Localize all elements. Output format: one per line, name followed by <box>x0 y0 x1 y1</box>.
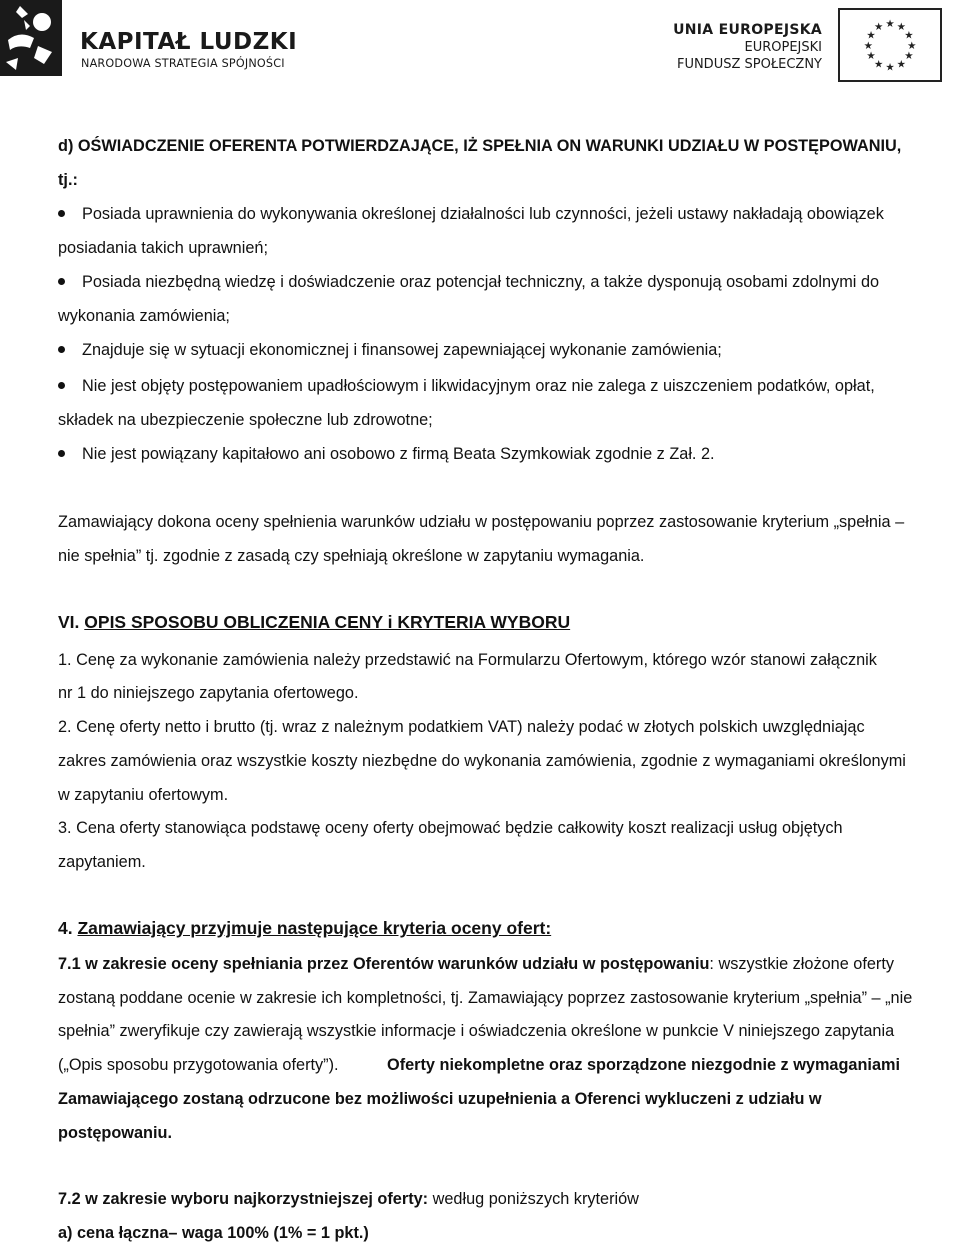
p72-text: według poniższych kryteriów <box>428 1190 639 1208</box>
vi-item1-line1: 1. Cenę za wykonanie zamówienia należy przedstawić na Formularzu Ofertowym, którego wzór stanowi załącznik <box>58 651 877 669</box>
p71-line4-bold: Oferty niekompletne oraz sporządzone niezgodnie z wymaganiami <box>387 1056 900 1074</box>
bullet-dot <box>58 382 65 389</box>
bullet-1-line1: Posiada uprawnienia do wykonywania określonej działalności lub czynności, jeżeli ustawy nakładają obowiązek <box>82 205 884 223</box>
criterion-a: a) cena łączna– waga 100% (1% = 1 pkt.) <box>58 1224 369 1242</box>
svg-text:★: ★ <box>896 58 907 71</box>
bullet-2-line2: wykonania zamówienia; <box>58 307 230 325</box>
section-4-number: 4. <box>58 918 73 938</box>
p71-line1 <box>58 954 894 974</box>
p71-line6: postępowaniu. <box>58 1124 172 1142</box>
section-4-title: Zamawiający przyjmuje następujące kryteria oceny ofert: <box>77 918 552 938</box>
vi-item3-line2: zapytaniem. <box>58 853 146 871</box>
svg-text:★: ★ <box>866 29 876 42</box>
criteria-paragraph-line2: nie spełnia” tj. zgodnie z zasadą czy spełniają określone w zapytaniu wymagania. <box>58 547 645 565</box>
bullet-2-line1: Posiada niezbędną wiedzę i doświadczenie oraz potencjał techniczny, a także dysponują osobami zdolnymi do <box>82 273 880 291</box>
section-vi-title: OPIS SPOSOBU OBLICZENIA CENY i KRYTERIA WYBORU <box>84 612 571 632</box>
p71-line4-text: („Opis sposobu przygotowania oferty”). <box>58 1056 339 1074</box>
svg-text:★: ★ <box>873 20 884 33</box>
p71-line1-text: : wszystkie złożone oferty <box>709 955 895 973</box>
section-d-title-line1: d) OŚWIADCZENIE OFERENTA POTWIERDZAJĄCE, IŻ SPEŁNIA ON WARUNKI UDZIAŁU W POSTĘPOWANIU, <box>58 137 902 155</box>
eu-logo <box>670 8 942 84</box>
svg-text:★: ★ <box>885 61 895 74</box>
svg-text:★: ★ <box>873 58 884 71</box>
vi-item3-line1: 3. Cena oferty stanowiąca podstawę oceny oferty obejmować będzie całkowity koszt realizacji usług objętych <box>58 819 843 837</box>
svg-text:★: ★ <box>885 18 895 31</box>
criteria-paragraph-line1: Zamawiający dokona oceny spełnienia warunków udziału w postępowaniu poprzez zastosowanie kryterium „spełnia – <box>58 513 905 531</box>
p71-line5: Zamawiającego zostaną odrzucone bez możliwości uzupełnienia a Oferenci wykluczeni z udziału w <box>58 1090 822 1108</box>
bullet-dot <box>58 450 65 457</box>
vi-item2-line3: w zapytaniu ofertowym. <box>58 786 229 804</box>
kapital-ludzki-logo <box>0 0 300 80</box>
bullet-5-line1: Nie jest powiązany kapitałowo ani osobowo z firmą Beata Szymkowiak zgodnie z Zał. 2. <box>82 445 715 463</box>
bullet-3-line1: Znajduje się w sytuacji ekonomicznej i finansowej zapewniającej wykonanie zamówienia; <box>82 341 722 359</box>
p71-line3: spełnia” zweryfikuje czy zawierają wszystkie informacje i oświadczenia określone w punkcie V niniejszego zapytania <box>58 1022 895 1040</box>
kapital-ludzki-emblem-icon <box>0 0 62 76</box>
bullet-dot <box>58 210 65 217</box>
svg-text:★: ★ <box>904 29 914 42</box>
vi-item2-line2: zakres zamówienia oraz wszystkie koszty niezbędne do wykonania zamówienia, zgodnie z wymaganiami określonymi <box>58 752 906 770</box>
bullet-4-line1: Nie jest objęty postępowaniem upadłościowym i likwidacyjnym oraz nie zalega z uiszczeniem podatków, opłat, <box>82 377 875 395</box>
section-vi-number: VI. <box>58 612 80 632</box>
vi-item1-line2: nr 1 do niniejszego zapytania ofertowego. <box>58 684 359 702</box>
p71-line2: zostaną poddane ocenie w zakresie ich kompletności, tj. Zamawiający poprzez zastosowanie kryterium „spełnia” – „nie <box>58 989 913 1007</box>
eu-logo-line3: FUNDUSZ SPOŁECZNY <box>676 57 822 72</box>
bullet-1-line2: posiadania takich uprawnień; <box>58 239 268 257</box>
svg-text:★: ★ <box>866 50 876 63</box>
p72-heading: 7.2 w zakresie wyboru najkorzystniejszej oferty: <box>58 1190 429 1208</box>
eu-logo-line2: EUROPEJSKI <box>744 40 822 55</box>
svg-text:★: ★ <box>907 39 917 52</box>
section-4-heading <box>58 918 551 938</box>
eu-logo-line1: UNIA EUROPEJSKA <box>673 22 822 38</box>
svg-text:★: ★ <box>904 50 914 63</box>
p71-line4 <box>58 1055 900 1075</box>
p71-heading: 7.1 w zakresie oceny spełniania przez Oferentów warunków udziału w postępowaniu <box>58 955 710 973</box>
logo-title: KAPITAŁ LUDZKI <box>80 29 298 55</box>
svg-text:★: ★ <box>896 20 907 33</box>
logo-subtitle: NARODOWA STRATEGIA SPÓJNOŚCI <box>81 57 285 70</box>
section-d-title-line2: tj.: <box>58 171 78 189</box>
vi-item2-line1: 2. Cenę oferty netto i brutto (tj. wraz z należnym podatkiem VAT) należy podać w złotych polskich uwzględniając <box>58 718 865 736</box>
eu-flag-icon <box>838 8 942 82</box>
bullet-4-line2: składek na ubezpieczenie społeczne lub zdrowotne; <box>58 411 433 429</box>
p72-line <box>58 1189 639 1209</box>
svg-text:★: ★ <box>863 39 873 52</box>
bullet-dot <box>58 346 65 353</box>
bullet-dot <box>58 278 65 285</box>
section-vi-heading <box>58 612 570 632</box>
